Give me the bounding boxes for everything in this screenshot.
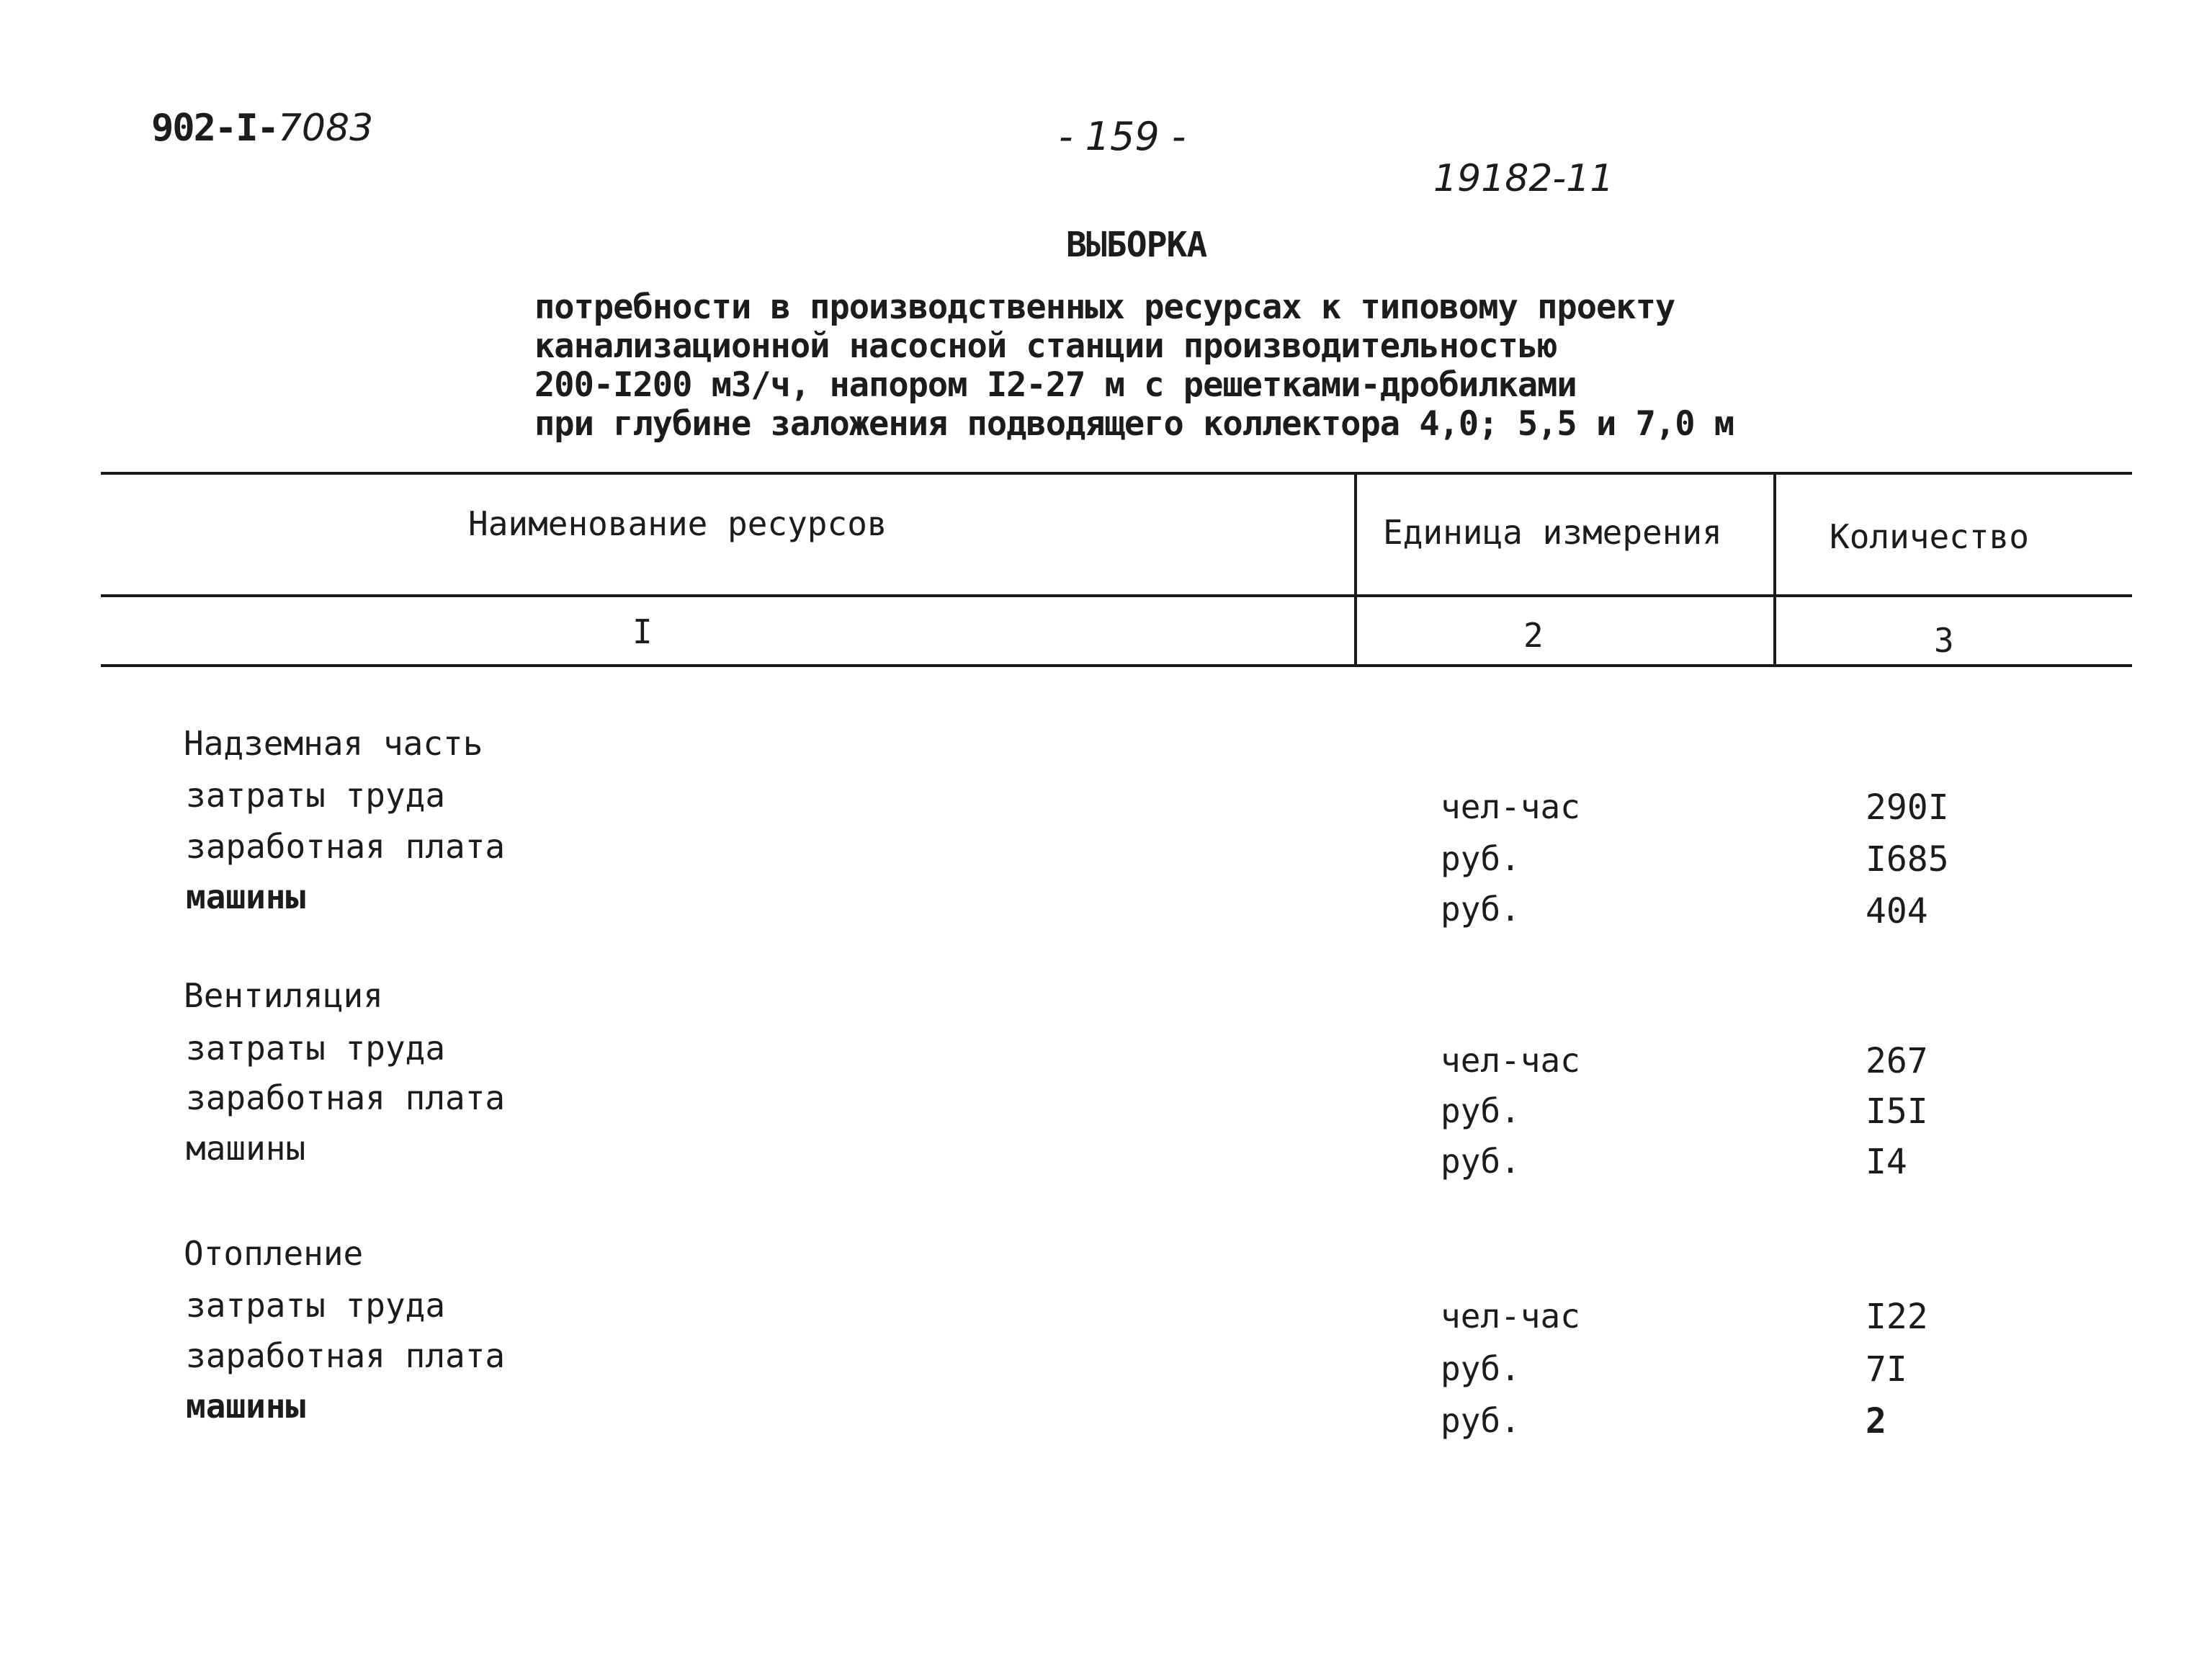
row-name: затраты труда <box>186 1286 446 1325</box>
section-title: Отопление <box>184 1234 364 1273</box>
row-quantity: 2 <box>1866 1401 1886 1441</box>
row-name: машины <box>186 1129 306 1168</box>
section-title: Надземная часть <box>184 724 483 763</box>
row-unit: руб. <box>1441 1401 1521 1440</box>
subtitle-line: при глубине заложения подводящего коллектора 4,0; 5,5 и 7,0 м <box>534 404 1734 444</box>
table-top-rule <box>101 472 2132 475</box>
row-quantity: 267 <box>1866 1041 1928 1081</box>
page-number: - 159 - <box>1059 114 1186 159</box>
row-quantity: 290I <box>1866 787 1949 828</box>
row-name: заработная плата <box>186 1078 506 1117</box>
row-unit: руб. <box>1441 1349 1521 1388</box>
document-code-handwritten: 7083 <box>277 107 374 150</box>
row-unit: руб. <box>1441 1091 1521 1130</box>
row-unit: руб. <box>1441 1142 1521 1181</box>
archive-number: 19182-11 <box>1433 157 1614 200</box>
row-name: затраты труда <box>186 1029 446 1068</box>
row-quantity: I4 <box>1866 1142 1907 1182</box>
row-quantity: 7I <box>1866 1349 1907 1390</box>
row-name: машины <box>186 877 306 916</box>
row-quantity: I685 <box>1866 839 1949 880</box>
document-subtitle <box>534 288 1734 444</box>
row-quantity: I22 <box>1866 1297 1928 1337</box>
row-unit: руб. <box>1441 839 1521 878</box>
row-quantity: I5I <box>1866 1091 1928 1132</box>
subtitle-line: 200-I200 м3/ч, напором I2-27 м с решетками-дробилками <box>534 365 1577 405</box>
document-code-print: 902-I- <box>151 107 278 150</box>
row-unit: чел-час <box>1441 1297 1580 1336</box>
row-name: заработная плата <box>186 1336 506 1375</box>
row-unit: чел-час <box>1441 1041 1580 1080</box>
document-title: ВЫБОРКА <box>1066 225 1207 265</box>
header-unit: Единица измерения <box>1383 513 1722 552</box>
column-number-2: 2 <box>1523 616 1544 655</box>
subtitle-line: потребности в производственных ресурсах к типовому проекту <box>534 287 1675 327</box>
row-name: затраты труда <box>186 776 446 815</box>
subtitle-line: канализационной насосной станции производительностью <box>534 326 1557 366</box>
section-title: Вентиляция <box>184 976 383 1015</box>
column-number-3: 3 <box>1934 621 1954 660</box>
header-resource-name: Наименование ресурсов <box>468 504 887 543</box>
column-divider-1 <box>1354 473 1357 666</box>
column-number-rule <box>101 664 2132 667</box>
row-name: заработная плата <box>186 827 506 866</box>
document-code <box>151 107 373 150</box>
column-number-1: I <box>632 612 653 651</box>
row-unit: руб. <box>1441 890 1521 929</box>
column-divider-2 <box>1773 473 1776 666</box>
row-name: машины <box>186 1387 306 1426</box>
header-divider-rule <box>101 594 2132 597</box>
row-unit: чел-час <box>1441 787 1580 826</box>
row-quantity: 404 <box>1866 891 1928 931</box>
header-quantity: Количество <box>1830 517 2029 556</box>
